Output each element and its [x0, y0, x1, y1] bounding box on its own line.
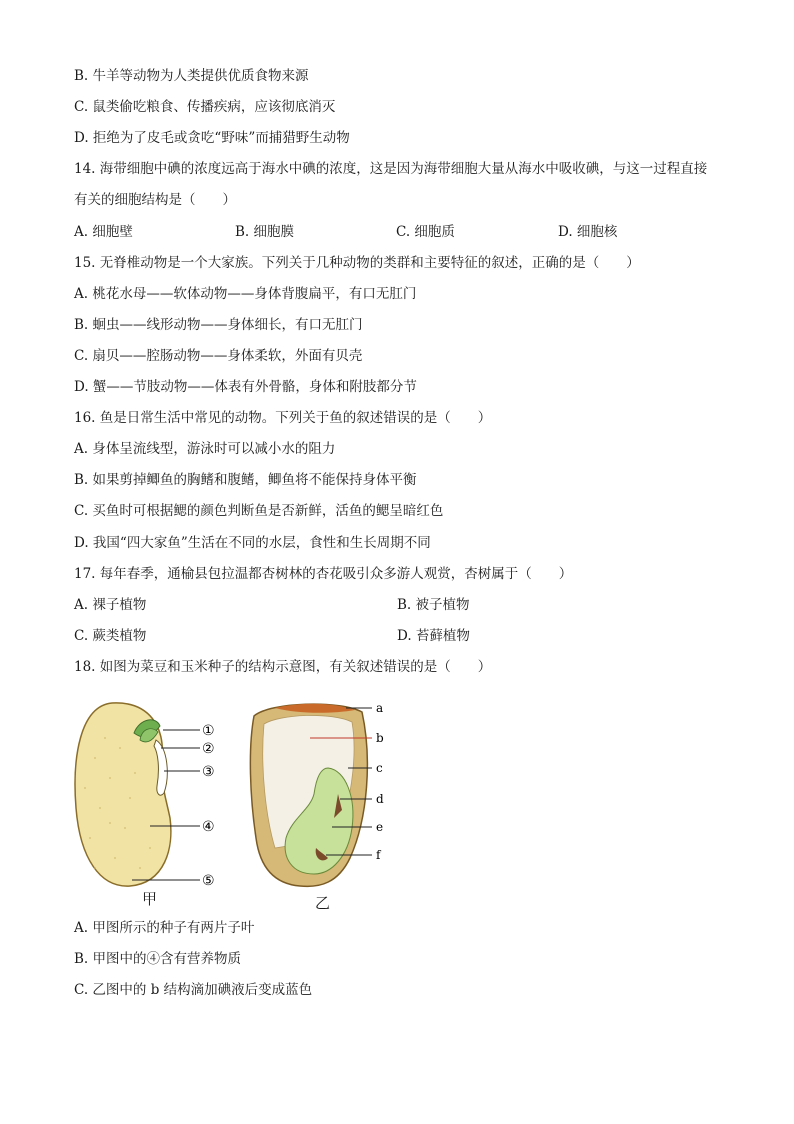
bean-label-3: ③ [202, 764, 215, 780]
q14-stem-line2: 有关的细胞结构是（ ） [74, 192, 236, 208]
corn-label-d: d [376, 792, 384, 806]
caption-jia: 甲 [142, 890, 158, 908]
q16-option-a: A. 身体呈流线型，游泳时可以减小水的阻力 [74, 441, 336, 457]
q16-stem: 16. 鱼是日常生活中常见的动物。下列关于鱼的叙述错误的是（ ） [74, 410, 492, 426]
corn-label-c: c [376, 761, 383, 775]
q14-option-d: D. 细胞核 [558, 224, 618, 240]
q14-option-a: A. 细胞壁 [74, 224, 133, 240]
q15-option-b: B. 蛔虫——线形动物——身体细长，有口无肛门 [74, 317, 363, 333]
bean-label-4: ④ [202, 819, 215, 835]
bean-label-5: ⑤ [202, 873, 215, 889]
seed-diagram-svg [70, 698, 400, 913]
corn-label-b: b [376, 731, 384, 745]
q18-stem: 18. 如图为菜豆和玉米种子的结构示意图，有关叙述错误的是（ ） [74, 659, 492, 675]
bean-label-1: ① [202, 723, 215, 739]
q16-option-d: D. 我国“四大家鱼”生活在不同的水层，食性和生长周期不同 [74, 535, 431, 551]
q17-option-d: D. 苔藓植物 [397, 628, 470, 644]
q17-option-b: B. 被子植物 [397, 597, 470, 613]
bean-seed-diagram [75, 703, 200, 886]
q13-option-b: B. 牛羊等动物为人类提供优质食物来源 [74, 68, 309, 84]
q15-option-c: C. 扇贝——腔肠动物——身体柔软，外面有贝壳 [74, 348, 363, 364]
q18-option-a: A. 甲图所示的种子有两片子叶 [74, 920, 255, 936]
q18-option-b: B. 甲图中的④含有营养物质 [74, 951, 242, 967]
q17-option-a: A. 裸子植物 [74, 597, 147, 613]
q14-option-c: C. 细胞质 [396, 224, 455, 240]
q15-stem: 15. 无脊椎动物是一个大家族。下列关于几种动物的类群和主要特征的叙述，正确的是（ ） [74, 255, 640, 271]
bean-label-2: ② [202, 741, 215, 757]
q16-option-b: B. 如果剪掉鲫鱼的胸鳍和腹鳍，鲫鱼将不能保持身体平衡 [74, 472, 417, 488]
q13-option-d: D. 拒绝为了皮毛或贪吃“野味”而捕猎野生动物 [74, 130, 350, 146]
seed-structure-figure [70, 698, 400, 913]
q14-option-b: B. 细胞膜 [235, 224, 295, 240]
q15-option-d: D. 蟹——节肢动物——体表有外骨骼，身体和附肢都分节 [74, 379, 417, 395]
corn-label-a: a [376, 701, 384, 715]
caption-yi: 乙 [315, 894, 331, 912]
q16-option-c: C. 买鱼时可根据鳃的颜色判断鱼是否新鲜，活鱼的鳃呈暗红色 [74, 503, 444, 519]
q15-option-a: A. 桃花水母——软体动物——身体背腹扁平，有口无肛门 [74, 286, 417, 302]
q13-option-c: C. 鼠类偷吃粮食、传播疾病，应该彻底消灭 [74, 99, 336, 115]
corn-label-f: f [376, 848, 381, 862]
q18-option-c: C. 乙图中的 b 结构滴加碘液后变成蓝色 [74, 982, 313, 998]
q17-option-c: C. 蕨类植物 [74, 628, 147, 644]
corn-label-e: e [376, 820, 384, 834]
q14-stem-line1: 14. 海带细胞中碘的浓度远高于海水中碘的浓度，这是因为海带细胞大量从海水中吸收碘，与这一过程直接 [74, 161, 708, 177]
corn-seed-diagram [250, 704, 372, 887]
q17-stem: 17. 每年春季，通榆县包拉温都杏树林的杏花吸引众多游人观赏，杏树属于（ ） [74, 566, 573, 582]
